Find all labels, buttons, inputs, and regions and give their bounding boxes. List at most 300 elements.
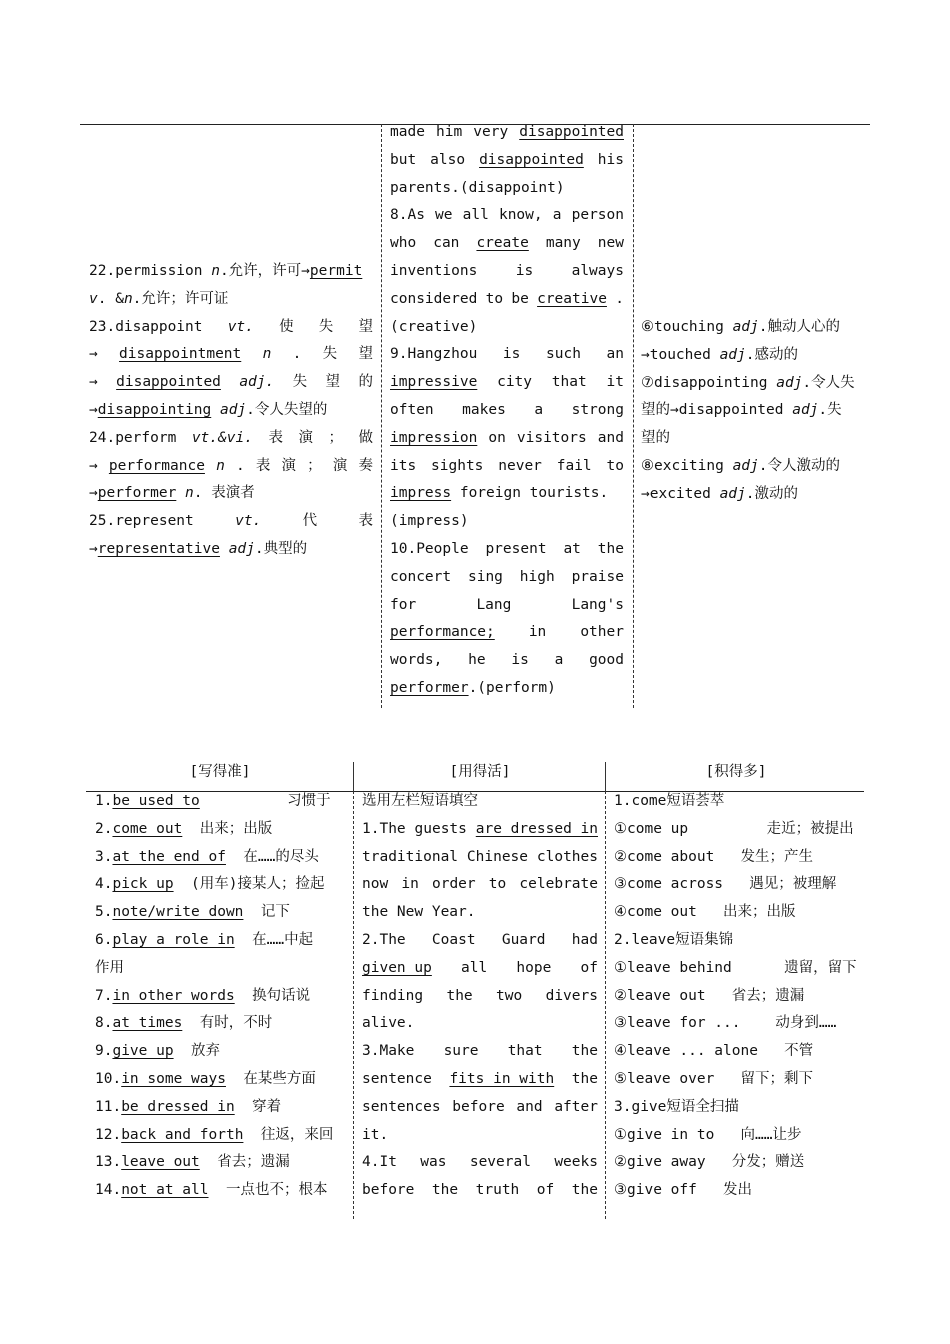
- text-segment: adj.: [239, 374, 275, 391]
- bottom-left-column: [95, 788, 347, 1205]
- text-segment: ；: [307, 457, 322, 474]
- text-line: [390, 453, 624, 481]
- text-segment: in: [401, 876, 419, 893]
- text-segment: 2.leave短语集锦: [614, 931, 734, 948]
- text-segment: 2.: [95, 820, 113, 837]
- bottom-middle-column: [362, 788, 598, 1205]
- text-segment: .失: [818, 402, 842, 419]
- text-segment: a: [534, 401, 544, 418]
- text-line: [614, 983, 864, 1011]
- text-segment: 省去；遗漏: [199, 1154, 290, 1171]
- text-segment: Guard: [501, 931, 546, 948]
- text-segment: was: [420, 1154, 447, 1171]
- text-line: [89, 453, 373, 481]
- text-line: [89, 425, 373, 453]
- text-line: [362, 955, 598, 983]
- text-segment: .令人激动的: [758, 457, 841, 474]
- bottom-divider-2: [605, 791, 606, 1219]
- text-segment: .允许，许可→: [219, 263, 310, 279]
- text-segment: of: [536, 1182, 555, 1199]
- text-line: [89, 341, 373, 369]
- text-segment: guests: [414, 820, 467, 837]
- text-segment: .感动的: [745, 346, 799, 363]
- text-line: [614, 1010, 864, 1038]
- text-segment: 1.: [95, 793, 113, 809]
- text-segment: 代: [302, 513, 318, 530]
- header-use-flexibly: [用得活]: [449, 764, 511, 780]
- text-line: [89, 397, 373, 425]
- text-line: [95, 1094, 347, 1122]
- text-line: [390, 314, 624, 342]
- text-segment: ②leave out 省去；遗漏: [614, 987, 805, 1004]
- text-segment: 6.: [95, 931, 113, 948]
- text-line: [614, 1094, 864, 1122]
- text-segment: 换句话说: [234, 987, 311, 1004]
- text-segment: 表: [255, 457, 271, 474]
- text-segment: weeks: [554, 1154, 598, 1171]
- answer-blank: impressive: [390, 374, 478, 391]
- text-segment: truth: [475, 1182, 520, 1199]
- text-line: [89, 536, 373, 564]
- text-segment: its: [390, 457, 417, 474]
- text-segment: at: [563, 540, 581, 557]
- text-line: [390, 119, 624, 147]
- text-segment: always: [571, 262, 624, 279]
- text-segment: .: [235, 457, 245, 474]
- text-segment: .令人失望的: [246, 401, 328, 418]
- text-line: [362, 1010, 598, 1038]
- text-segment: ①leave behind 遗留，留下: [614, 959, 857, 976]
- text-line: [390, 397, 624, 425]
- answer-blank: disappointing: [97, 401, 212, 418]
- text-line: [362, 983, 598, 1011]
- text-line: [95, 1010, 347, 1038]
- text-segment: ④come out 出来；出版: [614, 904, 796, 921]
- answer-blank: leave out: [121, 1154, 200, 1171]
- text-segment: alive.: [362, 1015, 415, 1032]
- text-segment: vt.&vi.: [191, 429, 253, 446]
- text-line: [390, 175, 624, 203]
- text-segment: ②give away 分发；赠送: [614, 1154, 805, 1171]
- text-segment: 奏: [358, 457, 373, 474]
- text-segment: 选用左栏短语填空: [362, 793, 478, 809]
- text-segment: 望的: [641, 430, 670, 447]
- text-segment: Lang's: [571, 596, 624, 613]
- answer-blank: at times: [112, 1015, 183, 1032]
- text-segment: vt.: [227, 318, 254, 335]
- answer-blank: are dressed in: [475, 820, 598, 837]
- text-segment: 望的→disappointed: [641, 402, 793, 419]
- text-segment: his: [597, 151, 624, 168]
- text-line: [614, 955, 864, 983]
- text-line: [390, 258, 624, 286]
- text-segment: sure: [443, 1043, 479, 1060]
- text-segment: two: [496, 987, 523, 1004]
- text-segment: city: [497, 374, 533, 391]
- text-segment: sights: [431, 457, 484, 474]
- text-segment: traditional: [362, 848, 459, 865]
- text-segment: before: [362, 1182, 415, 1199]
- text-segment: (creative): [390, 318, 478, 335]
- text-segment: of: [580, 959, 598, 976]
- header-write-accurately: [写得准]: [189, 764, 251, 780]
- text-segment: adj: [719, 485, 746, 502]
- text-segment: adj: [719, 346, 746, 363]
- text-line: [390, 480, 624, 508]
- text-segment: ③give off 发出: [614, 1182, 753, 1199]
- answer-blank: in some ways: [121, 1070, 226, 1087]
- text-segment: 表: [268, 429, 283, 446]
- text-segment: .典型的: [254, 540, 308, 557]
- text-segment: 23.disappoint: [89, 318, 203, 335]
- text-segment: to: [485, 290, 504, 307]
- text-segment: →: [89, 457, 98, 474]
- text-segment: 3.Make: [362, 1043, 415, 1060]
- text-segment: inventions: [390, 262, 478, 279]
- text-line: [95, 788, 347, 816]
- text-segment: 5.: [95, 904, 113, 921]
- text-segment: concert: [390, 568, 452, 585]
- text-segment: 失: [318, 318, 334, 335]
- text-segment: ④leave ... alone 不管: [614, 1043, 814, 1060]
- text-segment: we: [435, 207, 453, 224]
- text-segment: 表: [358, 513, 373, 530]
- text-segment: all: [462, 207, 489, 224]
- text-segment: ⑤leave over 留下；剩下: [614, 1070, 813, 1087]
- text-segment: →: [89, 540, 98, 557]
- text-segment: adj: [732, 319, 759, 335]
- text-segment: ；: [328, 429, 343, 446]
- text-segment: the: [571, 1043, 598, 1060]
- answer-blank: disappointed: [519, 124, 624, 140]
- text-segment: .允许；许可证: [132, 290, 229, 307]
- text-segment: finding: [362, 987, 424, 1004]
- text-segment: can: [433, 235, 460, 252]
- text-segment: 望: [358, 318, 373, 335]
- answer-blank: given up: [362, 959, 432, 976]
- text-line: [95, 1038, 347, 1066]
- text-segment: 演: [281, 457, 297, 474]
- text-segment: several: [469, 1154, 531, 1171]
- text-line: [614, 788, 864, 816]
- text-segment: that: [507, 1043, 543, 1060]
- text-segment: ②come about 发生；产生: [614, 848, 813, 865]
- answer-blank: pick up: [112, 876, 174, 893]
- text-segment: .(perform): [468, 679, 556, 696]
- text-segment: praise: [571, 568, 624, 585]
- answer-blank: performer: [97, 485, 177, 502]
- text-line: [362, 1038, 598, 1066]
- text-line: [390, 536, 624, 564]
- text-segment: person: [571, 207, 624, 224]
- text-segment: 7.: [95, 987, 113, 1004]
- text-segment: the: [571, 1182, 598, 1199]
- text-segment: who: [390, 235, 417, 252]
- text-segment: adj: [219, 401, 247, 418]
- answer-blank: fits in with: [449, 1070, 555, 1087]
- text-line: [95, 955, 347, 983]
- text-segment: n: [262, 346, 272, 363]
- text-segment: 失: [322, 346, 338, 363]
- text-segment: 演: [332, 457, 348, 474]
- text-line: [89, 258, 373, 286]
- text-segment: is: [515, 262, 534, 279]
- text-segment: now: [362, 876, 389, 893]
- text-segment: to: [606, 457, 624, 474]
- text-segment: ③leave for ... 动身到……: [614, 1015, 837, 1032]
- text-segment: be: [511, 290, 529, 307]
- text-segment: strong: [571, 401, 624, 418]
- text-line: [614, 1149, 864, 1177]
- text-line: [614, 1177, 864, 1205]
- text-segment: ⑧exciting: [641, 457, 733, 474]
- text-segment: adj: [732, 457, 759, 474]
- bottom-divider-2-solid: [605, 762, 606, 791]
- text-segment: v: [89, 290, 98, 307]
- text-segment: it: [606, 374, 624, 391]
- top-left-column: [89, 258, 373, 564]
- text-segment: →excited: [641, 485, 720, 502]
- text-line: [614, 816, 864, 844]
- text-segment: Coast: [431, 931, 476, 948]
- text-line: [89, 314, 373, 342]
- text-segment: other: [580, 624, 624, 641]
- answer-blank: play a role in: [112, 931, 235, 948]
- text-segment: to: [488, 876, 507, 893]
- header-accumulate-more: [积得多]: [705, 764, 767, 780]
- text-segment: 穿着: [234, 1098, 282, 1115]
- text-segment: . 表演者: [193, 485, 255, 502]
- text-segment: made: [390, 124, 425, 140]
- text-segment: 习惯于: [199, 793, 331, 809]
- text-line: [390, 369, 624, 397]
- text-segment: 在某些方面: [225, 1070, 316, 1087]
- text-line: [614, 844, 864, 872]
- text-segment: order: [431, 876, 476, 893]
- text-line: [362, 816, 598, 844]
- text-segment: Chinese: [466, 848, 529, 865]
- text-line: [95, 1066, 347, 1094]
- text-segment: words,: [390, 652, 443, 669]
- text-segment: 望: [325, 374, 341, 391]
- text-segment: →: [89, 401, 98, 418]
- answer-blank: in other words: [112, 987, 235, 1004]
- answer-blank: not at all: [121, 1182, 209, 1199]
- text-line: [390, 147, 624, 175]
- answer-blank: disappointed: [479, 151, 584, 168]
- text-line: [362, 899, 598, 927]
- text-segment: 9.: [95, 1043, 113, 1060]
- text-line: [390, 230, 624, 258]
- text-segment: many: [545, 235, 581, 252]
- text-segment: 放弃: [173, 1043, 221, 1060]
- text-segment: (用车)接某人；捡起: [173, 876, 325, 893]
- text-segment: he: [468, 652, 486, 669]
- text-segment: new: [597, 235, 624, 252]
- text-segment: 25.represent: [89, 513, 194, 530]
- answer-blank: note/write down: [112, 904, 244, 921]
- text-line: [614, 1038, 864, 1066]
- text-line: [95, 1149, 347, 1177]
- text-segment: the: [597, 540, 624, 557]
- text-segment: 1.The: [362, 820, 406, 837]
- text-segment: .触动人心的: [758, 319, 841, 335]
- text-segment: the New Year.: [362, 904, 476, 921]
- text-line: [641, 397, 863, 425]
- answer-blank: come out: [112, 820, 183, 837]
- text-segment: 往返，来回: [243, 1126, 334, 1143]
- text-segment: ①come up 走近；被提出: [614, 820, 854, 837]
- text-segment: him: [435, 124, 463, 140]
- text-segment: a: [552, 207, 562, 224]
- text-segment: n: [216, 457, 225, 474]
- text-segment: 9.Hangzhou: [390, 346, 478, 363]
- text-segment: 11.: [95, 1098, 122, 1115]
- text-segment: 有时，不时: [182, 1015, 273, 1032]
- text-line: [614, 927, 864, 955]
- text-line: [641, 370, 863, 398]
- answer-blank: at the end of: [112, 848, 226, 865]
- text-line: [390, 425, 624, 453]
- text-segment: very: [473, 124, 509, 140]
- text-segment: [211, 397, 220, 425]
- text-segment: before: [452, 1098, 505, 1115]
- answer-blank: representative: [97, 540, 220, 557]
- text-segment: but: [390, 151, 417, 168]
- text-segment: 演: [298, 429, 313, 446]
- bottom-divider-1-solid: [353, 762, 354, 791]
- text-line: [95, 899, 347, 927]
- text-segment: divers: [545, 987, 598, 1004]
- text-segment: .: [615, 290, 624, 307]
- text-line: [390, 647, 624, 675]
- text-segment: .激动的: [745, 485, 799, 502]
- text-line: [390, 619, 624, 647]
- text-line: [614, 899, 864, 927]
- text-segment: 望: [358, 346, 373, 363]
- text-segment: 在……中起: [234, 931, 314, 948]
- text-segment: adj: [792, 402, 819, 419]
- text-segment: and: [597, 429, 624, 446]
- text-line: [95, 844, 347, 872]
- text-line: [641, 425, 863, 453]
- text-segment: adj: [228, 540, 255, 557]
- text-segment: all: [461, 959, 488, 976]
- bottom-divider-1: [353, 791, 354, 1219]
- text-segment: the: [446, 987, 473, 1004]
- text-segment: ③come across 遇见；被理解: [614, 876, 837, 893]
- text-line: [390, 675, 624, 703]
- text-segment: 4.: [95, 876, 113, 893]
- text-segment: →: [89, 485, 98, 502]
- text-line: [362, 788, 598, 816]
- text-segment: after: [554, 1098, 598, 1115]
- text-segment: n: [185, 485, 194, 502]
- text-segment: 4.It: [362, 1154, 397, 1171]
- text-segment: is: [502, 346, 521, 363]
- answer-blank: disappointed: [116, 374, 221, 391]
- top-divider-1: [381, 124, 382, 708]
- text-segment: ①give in to 向……让步: [614, 1126, 802, 1143]
- text-segment: 在……的尽头: [225, 848, 319, 865]
- text-segment: 记下: [243, 904, 290, 921]
- text-segment: visitors: [516, 429, 587, 446]
- answer-blank: be dressed in: [121, 1098, 235, 1115]
- text-segment: in: [528, 624, 547, 641]
- text-segment: hope: [516, 959, 552, 976]
- answer-blank: be used to: [112, 793, 200, 809]
- text-segment: 一点也不；根本: [208, 1182, 328, 1199]
- text-segment: →: [89, 374, 98, 391]
- text-segment: 1.come短语荟萃: [614, 793, 725, 809]
- top-right-column: [641, 314, 863, 509]
- text-line: [89, 480, 373, 508]
- text-segment: 3.: [95, 848, 113, 865]
- text-line: [390, 508, 624, 536]
- text-segment: adj: [776, 374, 803, 391]
- text-segment: often: [390, 401, 434, 418]
- text-segment: good: [589, 652, 624, 669]
- text-segment: n: [211, 263, 220, 279]
- text-segment: 做: [358, 429, 373, 446]
- text-line: [362, 1122, 598, 1150]
- text-segment: ⑦disappointing: [641, 374, 777, 391]
- text-segment: 出来；出版: [182, 820, 273, 837]
- text-segment: it.: [362, 1126, 389, 1143]
- text-segment: 24.perform: [89, 429, 177, 446]
- text-line: [95, 927, 347, 955]
- text-line: [614, 1122, 864, 1150]
- text-line: [95, 1177, 347, 1205]
- text-segment: had: [571, 931, 598, 948]
- text-segment: 3.give短语全扫描: [614, 1098, 739, 1115]
- text-segment: 失: [292, 374, 308, 391]
- answer-blank: performer: [390, 679, 469, 696]
- answer-blank: create: [476, 235, 529, 252]
- text-segment: for: [390, 596, 417, 613]
- text-segment: considered: [390, 290, 478, 307]
- top-divider-2: [633, 124, 634, 708]
- text-segment: 12.: [95, 1126, 122, 1143]
- text-segment: a: [554, 652, 564, 669]
- text-line: [362, 844, 598, 872]
- text-segment: on: [488, 429, 506, 446]
- top-middle-column: [390, 119, 624, 703]
- text-segment: high: [519, 568, 555, 585]
- text-line: [390, 564, 624, 592]
- text-segment: present: [485, 540, 547, 557]
- text-line: [89, 286, 373, 314]
- text-segment: 2.The: [362, 931, 406, 948]
- answer-blank: give up: [112, 1043, 174, 1060]
- text-segment: .: [292, 346, 302, 363]
- text-segment: also: [430, 151, 466, 168]
- text-segment: 的: [358, 374, 373, 391]
- text-segment: (impress): [390, 513, 469, 530]
- text-line: [614, 1066, 864, 1094]
- text-segment: that: [551, 374, 587, 391]
- text-segment: 8.As: [390, 207, 425, 224]
- text-line: [362, 871, 598, 899]
- answer-blank: disappointment: [119, 346, 242, 363]
- text-segment: never: [498, 457, 542, 474]
- text-segment: →: [89, 346, 98, 363]
- answer-blank: impress: [390, 485, 452, 502]
- text-segment: sing: [467, 568, 503, 585]
- text-segment: clothes: [536, 848, 598, 865]
- text-segment: sentence: [362, 1070, 432, 1087]
- answer-blank: impression: [390, 429, 478, 446]
